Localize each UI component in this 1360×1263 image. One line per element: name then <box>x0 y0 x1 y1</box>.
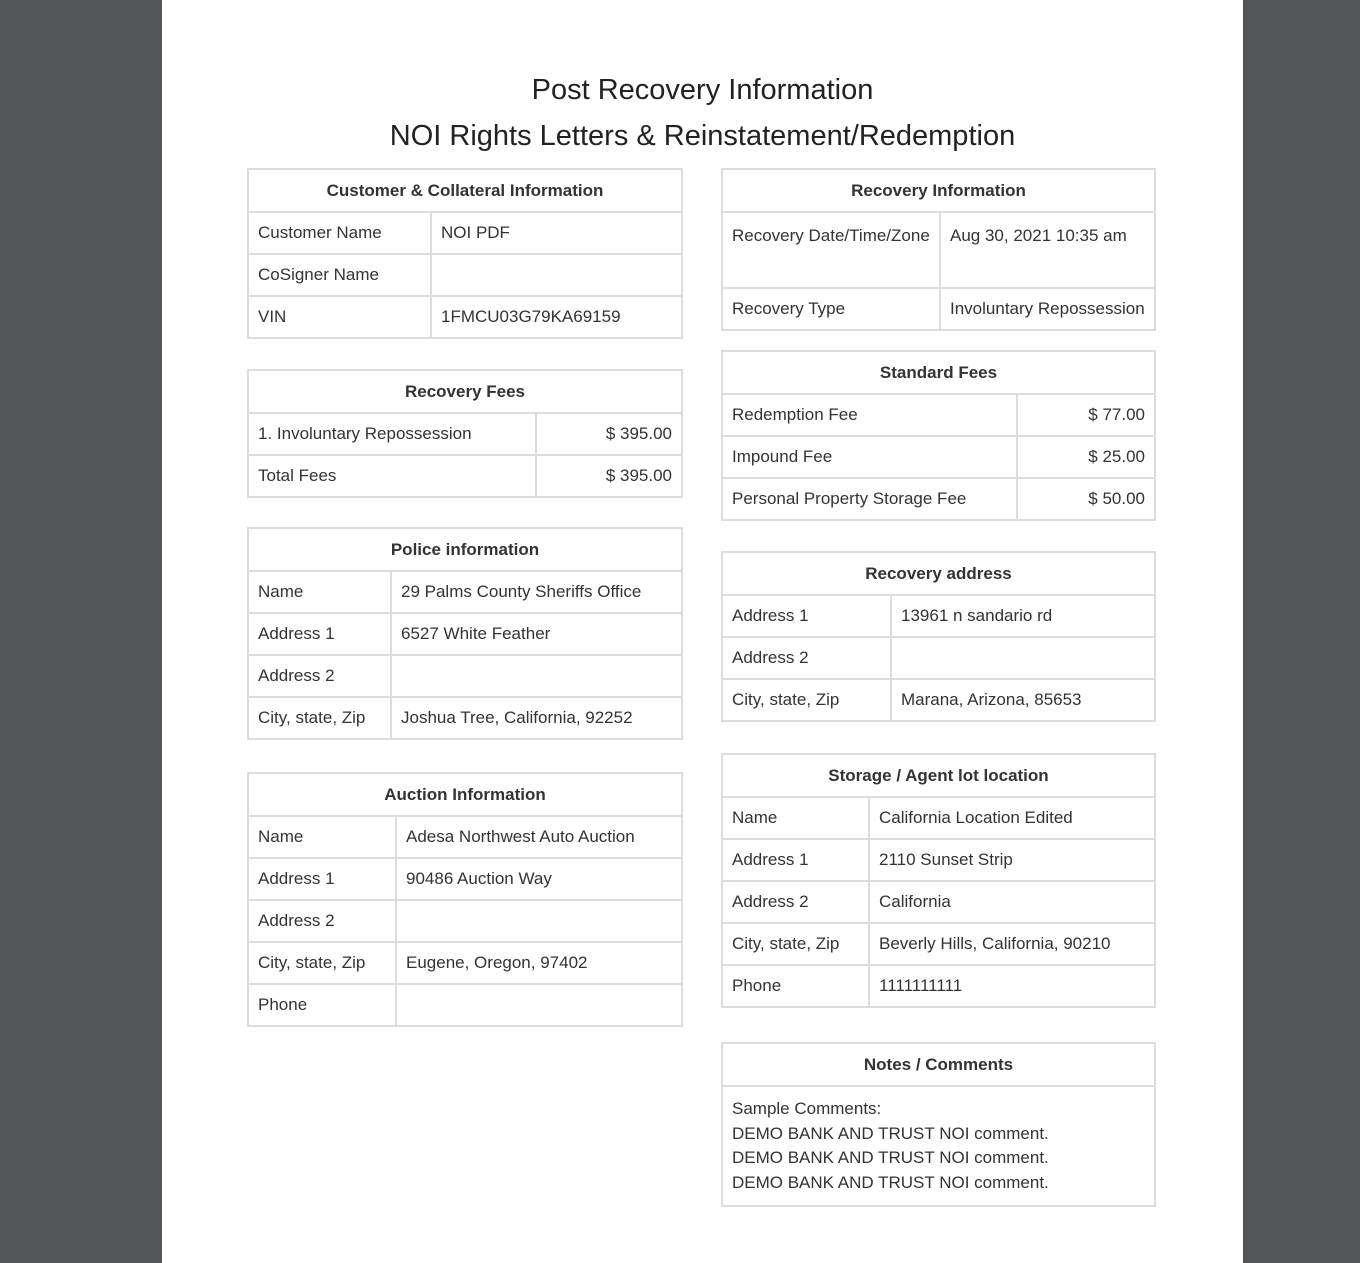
table-heading: Standard Fees <box>722 351 1155 394</box>
table-row <box>722 637 1155 679</box>
row-label: CoSigner Name <box>248 254 431 296</box>
row-value: Beverly Hills, California, 90210 <box>869 923 1155 965</box>
row-label: Address 1 <box>722 839 869 881</box>
row-label: City, state, Zip <box>722 679 891 721</box>
row-label: Recovery Type <box>722 288 940 330</box>
row-label: Phone <box>722 965 869 1007</box>
recovery-fees-table <box>247 369 683 498</box>
table-row <box>248 816 682 858</box>
row-value: 1111111111 <box>869 965 1155 1007</box>
row-value: 6527 White Feather <box>391 613 682 655</box>
row-value: 29 Palms County Sheriffs Office <box>391 571 682 613</box>
row-label: Address 1 <box>248 613 391 655</box>
row-label: Total Fees <box>248 455 536 497</box>
row-label: City, state, Zip <box>722 923 869 965</box>
table-row <box>248 212 682 254</box>
table-heading: Auction Information <box>248 773 682 816</box>
row-label: Name <box>722 797 869 839</box>
table-row <box>248 697 682 739</box>
row-value: $ 25.00 <box>1017 436 1155 478</box>
note-line: DEMO BANK AND TRUST NOI comment. <box>732 1123 1049 1143</box>
table-heading: Customer & Collateral Information <box>248 169 682 212</box>
notes-table <box>721 1042 1156 1207</box>
recovery-address-table <box>721 551 1156 722</box>
row-value: Eugene, Oregon, 97402 <box>396 942 682 984</box>
table-heading: Police information <box>248 528 682 571</box>
row-label: Address 1 <box>722 595 891 637</box>
table-row <box>722 212 1155 288</box>
row-value: California Location Edited <box>869 797 1155 839</box>
row-value: $ 50.00 <box>1017 478 1155 520</box>
row-label: Recovery Date/Time/Zone <box>722 212 940 288</box>
table-row <box>722 436 1155 478</box>
row-value: Aug 30, 2021 10:35 am <box>940 212 1155 288</box>
document-subtitle: NOI Rights Letters & Reinstatement/Redemption <box>389 120 1016 152</box>
table-row <box>722 881 1155 923</box>
row-label: 1. Involuntary Repossession <box>248 413 536 455</box>
table-row <box>248 571 682 613</box>
document-title: Post Recovery Information <box>531 74 874 106</box>
table-heading: Recovery Fees <box>248 370 682 413</box>
table-row <box>722 478 1155 520</box>
standard-fees-table <box>721 350 1156 521</box>
table-heading: Storage / Agent lot location <box>722 754 1155 797</box>
table-row <box>248 900 682 942</box>
row-value: Marana, Arizona, 85653 <box>891 679 1155 721</box>
row-label: Redemption Fee <box>722 394 1017 436</box>
customer-table <box>247 168 683 339</box>
row-label: VIN <box>248 296 431 338</box>
table-row <box>248 942 682 984</box>
recovery-info-table <box>721 168 1156 331</box>
row-label: Address 2 <box>248 655 391 697</box>
row-label: Name <box>248 816 396 858</box>
row-value: Involuntary Repossession <box>940 288 1155 330</box>
row-value <box>396 984 682 1026</box>
table-heading: Recovery Information <box>722 169 1155 212</box>
note-line: Sample Comments: <box>732 1099 882 1118</box>
table-row <box>248 613 682 655</box>
row-label: Address 2 <box>722 637 891 679</box>
row-value <box>891 637 1155 679</box>
table-row <box>248 655 682 697</box>
row-value: NOI PDF <box>431 212 682 254</box>
row-label: Address 2 <box>248 900 396 942</box>
note-line: DEMO BANK AND TRUST NOI comment. <box>732 1148 1049 1167</box>
note-line: DEMO BANK AND TRUST NOI comment. <box>732 1172 1049 1192</box>
row-value: Adesa Northwest Auto Auction <box>396 816 682 858</box>
storage-table <box>721 753 1156 1008</box>
row-value: 90486 Auction Way <box>396 858 682 900</box>
table-row <box>248 413 682 455</box>
table-row <box>722 797 1155 839</box>
row-label: City, state, Zip <box>248 697 391 739</box>
row-value: Joshua Tree, California, 92252 <box>391 697 682 739</box>
row-value <box>391 655 682 697</box>
auction-table <box>247 772 683 1027</box>
table-row <box>722 923 1155 965</box>
row-value: $ 77.00 <box>1017 394 1155 436</box>
police-table <box>247 527 683 740</box>
row-value: $ 395.00 <box>536 413 682 455</box>
row-value <box>396 900 682 942</box>
table-row <box>722 839 1155 881</box>
row-label: Phone <box>248 984 396 1026</box>
row-label: Address 1 <box>248 858 396 900</box>
row-label: Address 2 <box>722 881 869 923</box>
table-row <box>722 394 1155 436</box>
row-label: Name <box>248 571 391 613</box>
table-row <box>248 296 682 338</box>
table-heading: Notes / Comments <box>722 1043 1155 1086</box>
table-row <box>722 595 1155 637</box>
row-label: City, state, Zip <box>248 942 396 984</box>
row-label: Personal Property Storage Fee <box>722 478 1017 520</box>
table-row <box>248 455 682 497</box>
table-row <box>248 984 682 1026</box>
table-row <box>248 254 682 296</box>
table-row <box>248 858 682 900</box>
table-row <box>722 679 1155 721</box>
row-value: 13961 n sandario rd <box>891 595 1155 637</box>
table-row <box>722 288 1155 330</box>
row-value: California <box>869 881 1155 923</box>
row-label: Customer Name <box>248 212 431 254</box>
table-row <box>722 965 1155 1007</box>
row-value: $ 395.00 <box>536 455 682 497</box>
row-value <box>431 254 682 296</box>
notes-body <box>722 1086 1155 1206</box>
table-heading: Recovery address <box>722 552 1155 595</box>
row-value: 2110 Sunset Strip <box>869 839 1155 881</box>
row-value: 1FMCU03G79KA69159 <box>431 296 682 338</box>
row-label: Impound Fee <box>722 436 1017 478</box>
